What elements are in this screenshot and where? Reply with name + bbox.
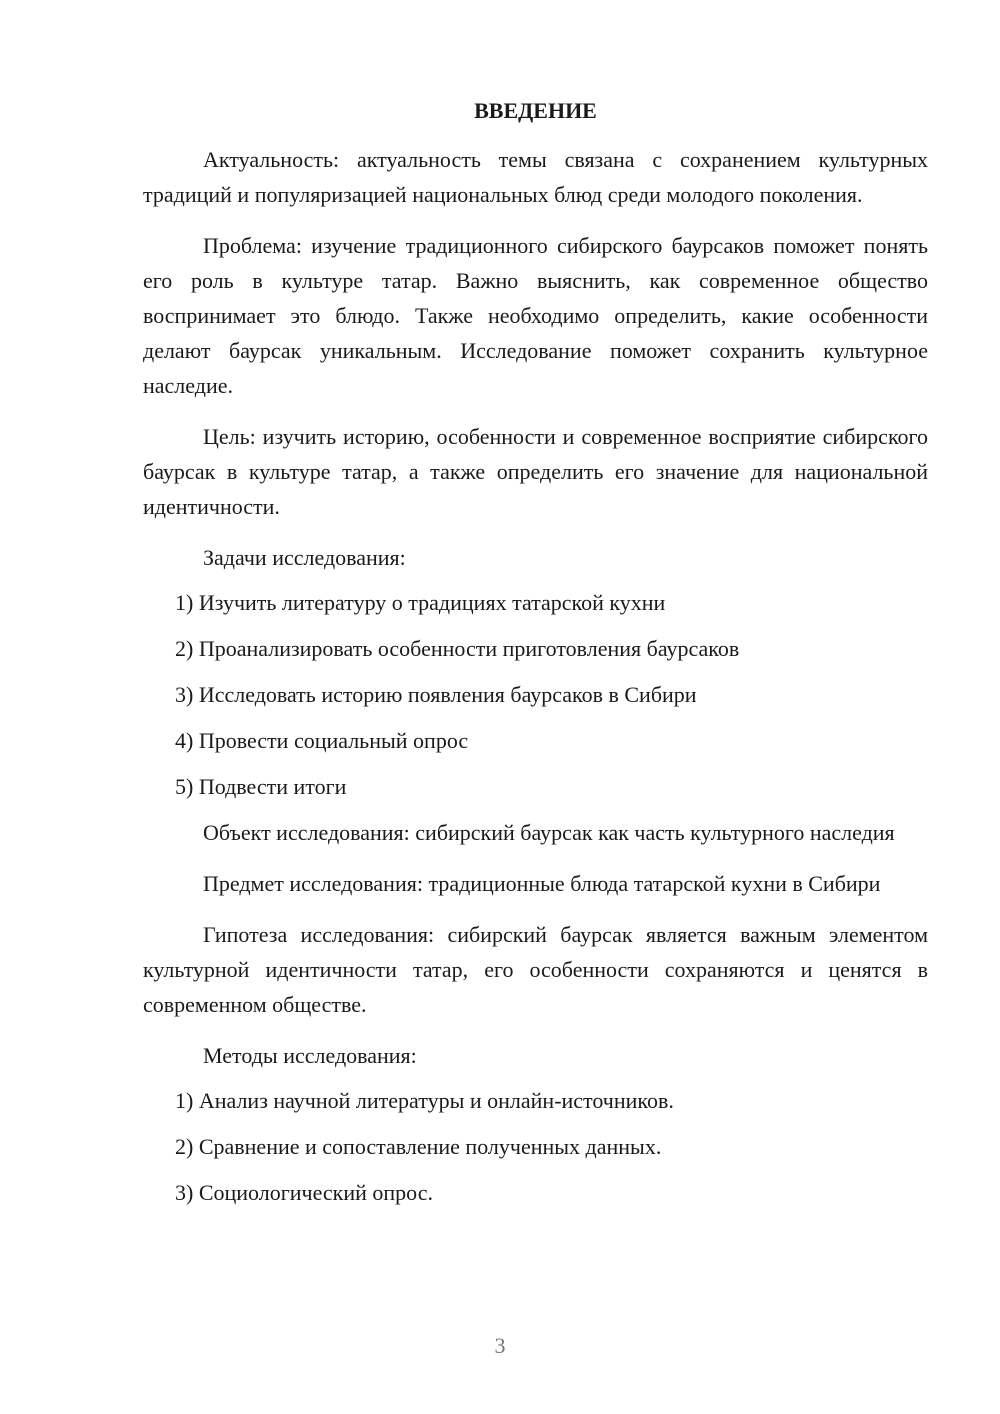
hypothesis-paragraph: Гипотеза исследования: сибирский баурсак является важным элементом культурной идентичности татар, его особенности сохраняются и ценятся в современном обществе.	[143, 922, 928, 1017]
page-number: 3	[494, 1333, 506, 1358]
document-title: ВВЕДЕНИЕ	[474, 98, 597, 123]
methods-heading: Методы исследования:	[203, 1043, 417, 1068]
tasks-heading: Задачи исследования:	[203, 545, 406, 570]
method-item-1: 1) Анализ научной литературы и онлайн-источников.	[175, 1088, 674, 1113]
document-page	[143, 96, 928, 1221]
relevance-paragraph: Актуальность: актуальность темы связана с сохранением культурных традиций и популяризацией национальных блюд среди молодого поколения.	[143, 147, 928, 207]
task-item-1: 1) Изучить литературу о традициях татарской кухни	[175, 590, 666, 615]
task-item-4: 4) Провести социальный опрос	[175, 728, 469, 753]
method-item-2: 2) Сравнение и сопоставление полученных данных.	[175, 1134, 662, 1159]
object-paragraph: Объект исследования: сибирский баурсак как часть культурного наследия	[203, 820, 895, 845]
task-item-3: 3) Исследовать историю появления баурсаков в Сибири	[175, 682, 697, 707]
task-item-5: 5) Подвести итоги	[175, 774, 347, 799]
method-item-3: 3) Социологический опрос.	[175, 1180, 433, 1205]
subject-paragraph: Предмет исследования: традиционные блюда татарской кухни в Сибири	[203, 871, 881, 896]
tasks-list	[143, 585, 928, 804]
problem-paragraph: Проблема: изучение традиционного сибирского баурсаков поможет понять его роль в культуре татар. Важно выяснить, как современное общество воспринимает это блюдо. Также необходимо определить, какие особенности делают баурсак уникальным. Исследование поможет сохранить культурное наследие.	[143, 233, 928, 398]
methods-list	[143, 1083, 928, 1210]
goal-paragraph: Цель: изучить историю, особенности и современное восприятие сибирского баурсак в культуре татар, а также определить его значение для национальной идентичности.	[143, 424, 928, 519]
task-item-2: 2) Проанализировать особенности приготовления баурсаков	[175, 636, 740, 661]
